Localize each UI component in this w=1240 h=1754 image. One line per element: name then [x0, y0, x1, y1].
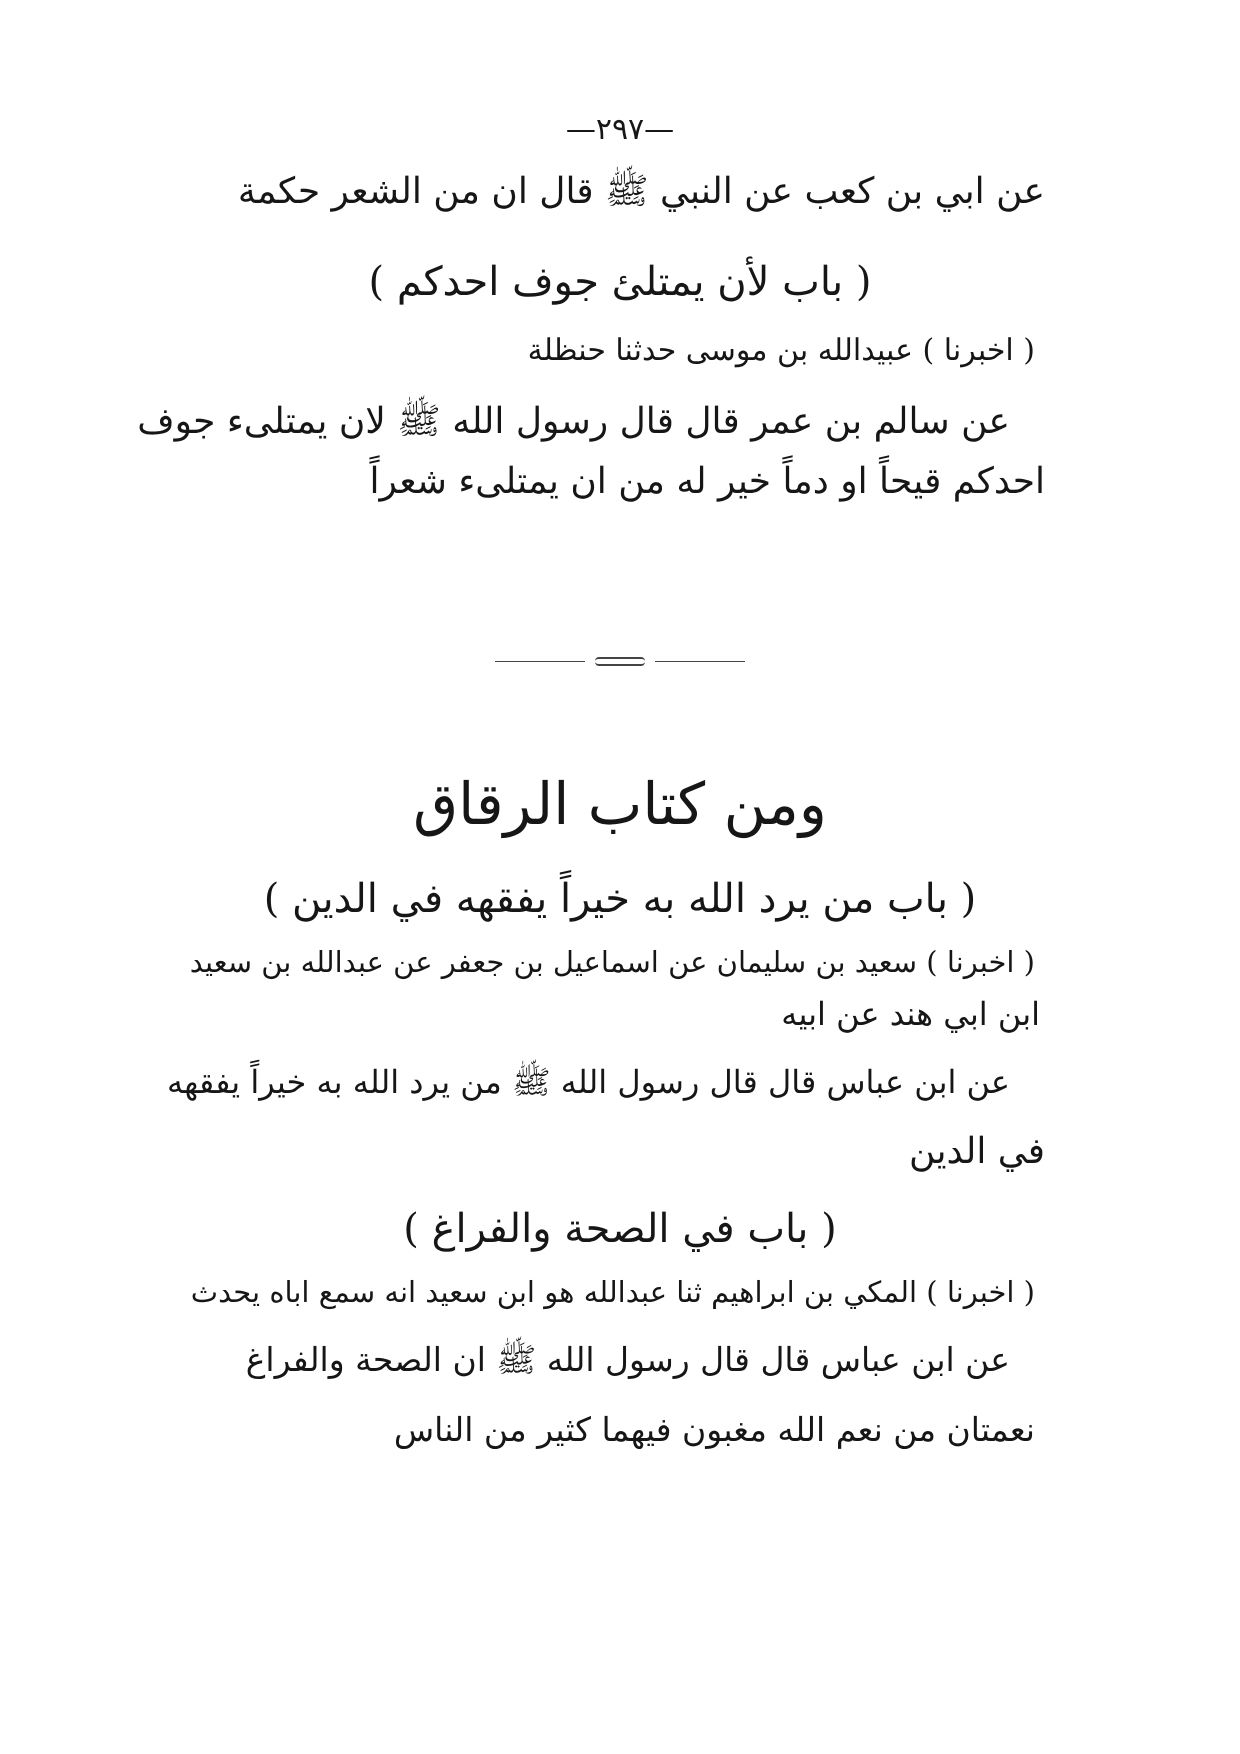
- hadith-text-line: في الدين: [909, 1131, 1045, 1172]
- page-number: —٢٩٧—: [565, 112, 675, 147]
- book-title: ومن كتاب الرقاق: [413, 770, 827, 838]
- hadith-text-line: عن ابي بن كعب عن النبي ﷺ قال ان من الشعر حكمة: [237, 171, 1045, 212]
- isnad-line: ابن ابي هند عن ابيه: [781, 995, 1040, 1033]
- chapter-heading: ( باب في الصحة والفراغ ): [403, 1206, 837, 1252]
- isnad-line: ( اخبرنا ) سعيد بن سليمان عن اسماعيل بن جعفر عن عبدالله بن سعيد: [189, 945, 1035, 979]
- hadith-text-line: عن سالم بن عمر قال قال رسول الله ﷺ لان يمتلىء جوف: [137, 401, 1010, 442]
- hadith-text-line: احدكم قيحاً او دماً خير له من ان يمتلىء شعراً: [369, 461, 1045, 502]
- hadith-text-line: عن ابن عباس قال قال رسول الله ﷺ ان الصحة والفراغ: [245, 1340, 1010, 1379]
- hadith-text-line: نعمتان من نعم الله مغبون فيهما كثير من الناس: [393, 1410, 1035, 1449]
- chapter-heading: ( باب لأن يمتلئ جوف احدكم ): [368, 259, 872, 305]
- isnad-line: ( اخبرنا ) المكي بن ابراهيم ثنا عبدالله هو ابن سعيد انه سمع اباه يحدث: [190, 1275, 1035, 1309]
- isnad-line: ( اخبرنا ) عبيدالله بن موسى حدثنا حنظلة: [527, 333, 1035, 368]
- hadith-text-line: عن ابن عباس قال قال رسول الله ﷺ من يرد الله به خيراً يفقهه: [166, 1063, 1010, 1101]
- chapter-heading: ( باب من يرد الله به خيراً يفقهه في الدين ): [263, 876, 977, 922]
- section-divider: [495, 657, 745, 667]
